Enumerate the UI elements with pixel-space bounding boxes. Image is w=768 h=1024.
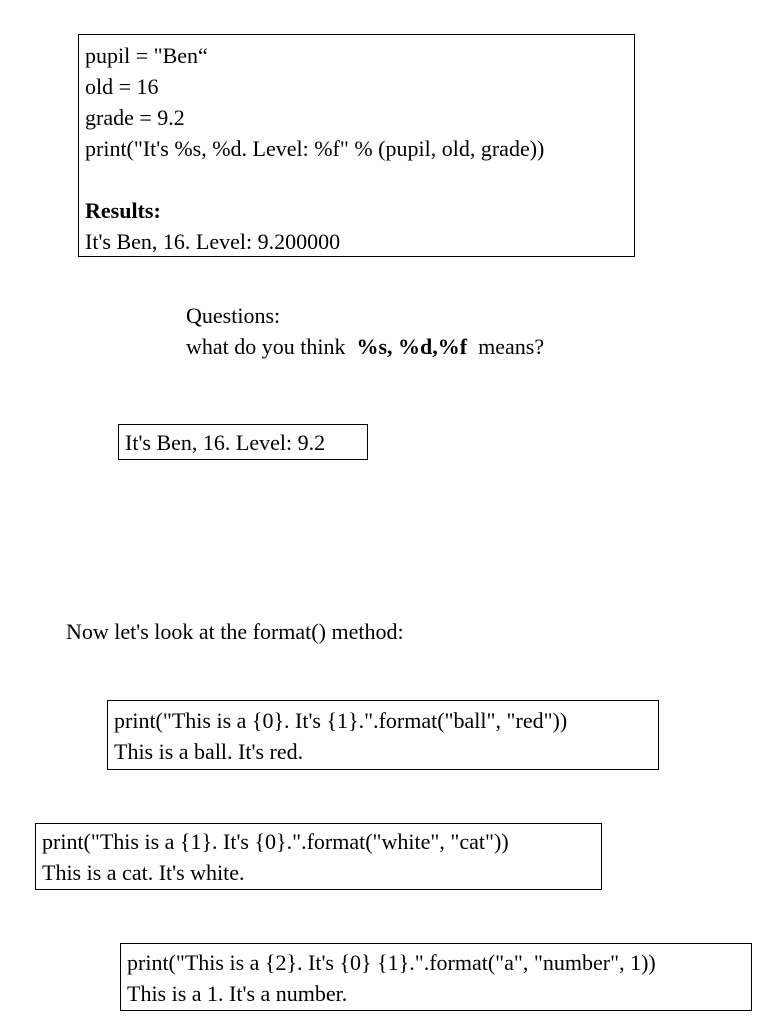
questions-block xyxy=(186,300,544,362)
prompt-format-specifiers: %s, %d,%f xyxy=(356,334,468,359)
code-line: old = 16 xyxy=(85,74,159,99)
format-code-line: print("This is a {2}. It's {0} {1}.".format("a", "number", 1)) xyxy=(127,950,656,975)
format-code-line: print("This is a {0}. It's {1}.".format("ball", "red")) xyxy=(114,708,568,733)
prompt-prefix: what do you think xyxy=(186,334,346,359)
blank-line xyxy=(85,164,628,195)
code-line: print("It's %s, %d. Level: %f" % (pupil, old, grade)) xyxy=(85,136,545,161)
intro-text: Now let's look at the format() method: xyxy=(66,619,404,644)
rounded-result-box xyxy=(118,424,368,460)
rounded-result-text: It's Ben, 16. Level: 9.2 xyxy=(125,430,326,455)
format-output-line: This is a ball. It's red. xyxy=(114,739,304,764)
results-output: It's Ben, 16. Level: 9.200000 xyxy=(85,229,341,254)
questions-heading: Questions: xyxy=(186,303,281,328)
format-example-box-1 xyxy=(107,700,659,770)
format-example-box-3 xyxy=(120,943,752,1011)
format-output-line: This is a cat. It's white. xyxy=(42,860,245,885)
results-label: Results: xyxy=(85,198,161,223)
code-line: grade = 9.2 xyxy=(85,105,185,130)
format-example-box-2 xyxy=(35,823,602,890)
format-method-intro xyxy=(66,616,404,647)
questions-prompt xyxy=(186,331,544,362)
percent-format-code-box xyxy=(78,34,635,257)
prompt-suffix: means? xyxy=(478,334,545,359)
format-code-line: print("This is a {1}. It's {0}.".format("white", "cat")) xyxy=(42,829,509,854)
format-output-line: This is a 1. It's a number. xyxy=(127,981,348,1006)
code-line: pupil = "Ben“ xyxy=(85,43,208,68)
